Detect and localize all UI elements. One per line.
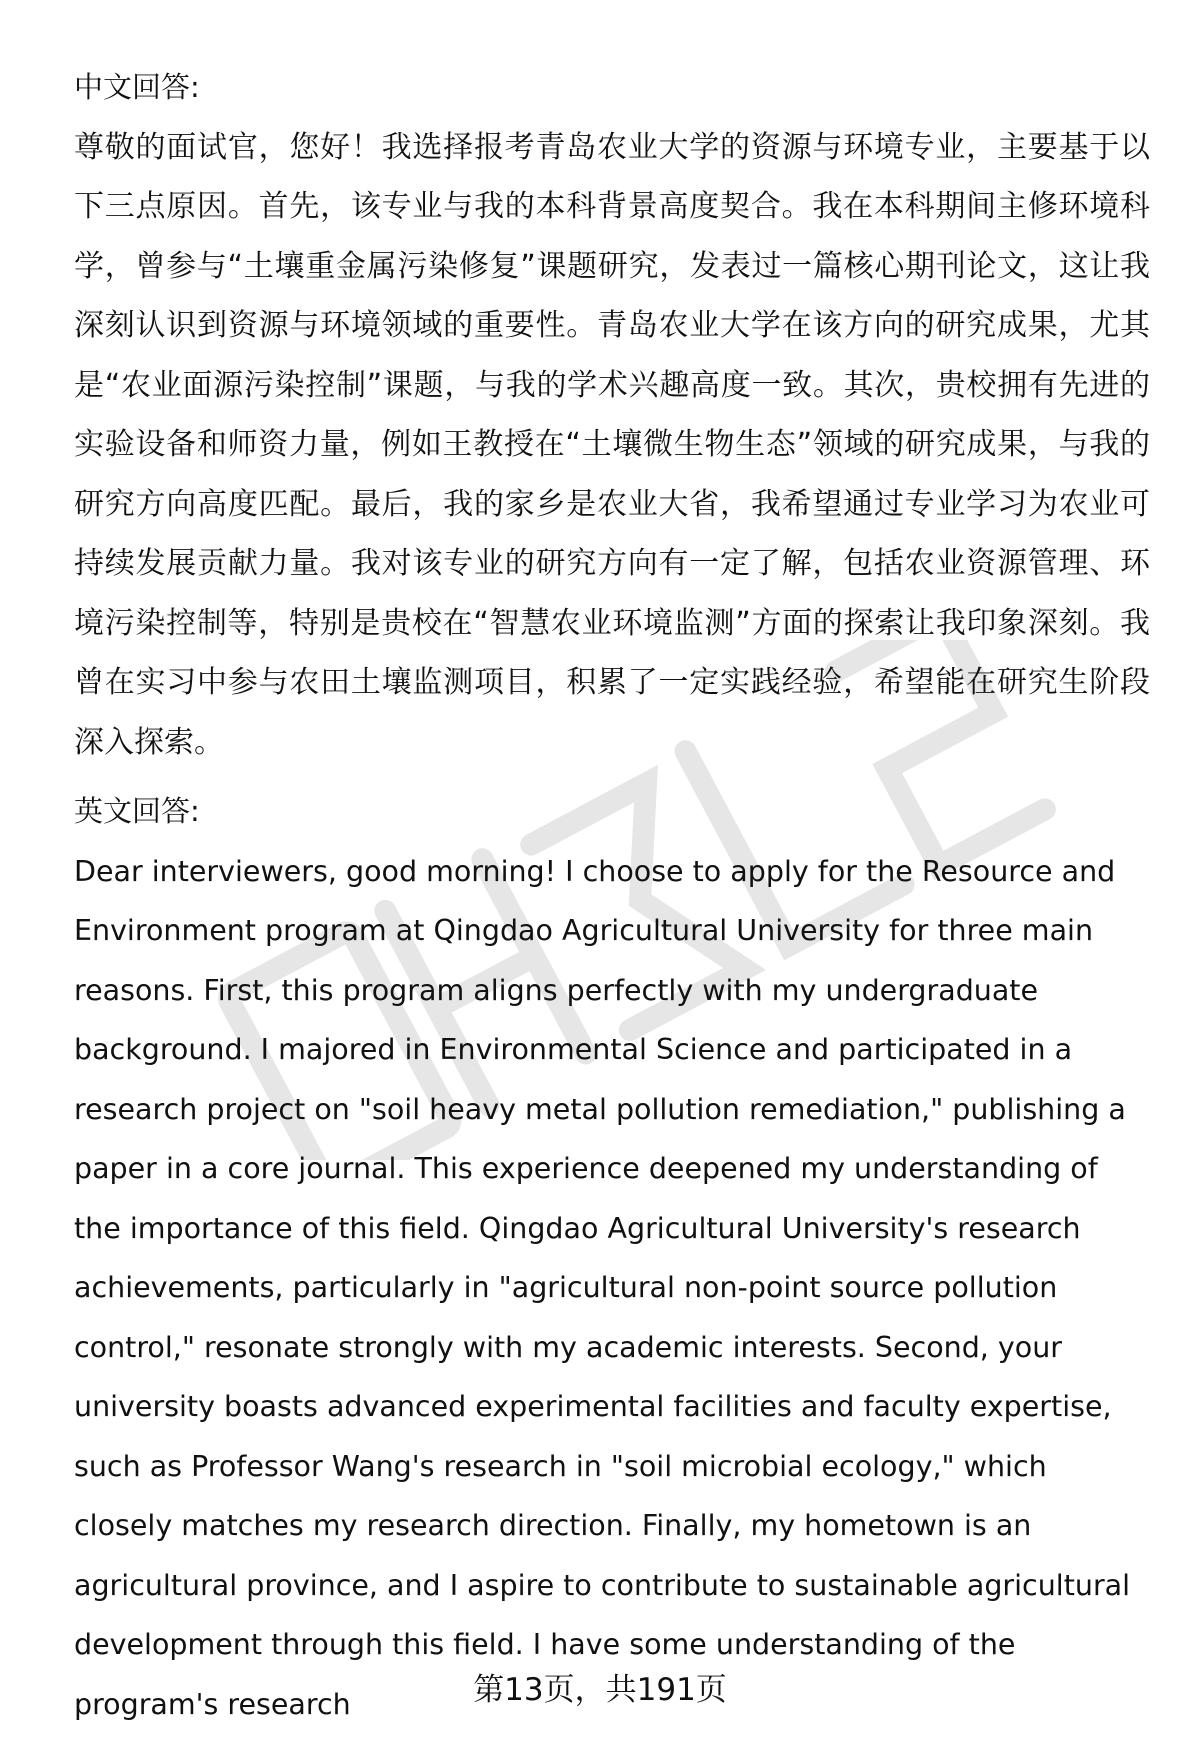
english-answer-text: Dear interviewers, good morning! I choose to apply for the Resource and Environment program at Qingdao Agricultural University for three main reasons. First, this program aligns perfectly with my undergraduate background. I majored in Environmental Science and participated in a research project on "soil heavy metal pollution remediation," publishing a paper in a core journal. This experience deepened my understanding of the importance of this field. Qingdao Agricultural University's research achievements, particularly in "agricultural non-point source pollution control," resonate strongly with my academic interests. Second, your university boasts advanced experimental facilities and faculty expertise, such as Professor Wang's research in "soil microbial ecology," which closely matches my research direction. Finally, my hometown is an agricultural province, and I aspire to contribute to sustainable agricultural development through this field. I have some understanding of the program's research: [74, 854, 1131, 1721]
section-gap: [74, 772, 1150, 782]
chinese-answer-text: 尊敬的面试官，您好！我选择报考青岛农业大学的资源与环境专业，主要基于以下三点原因。首先，该专业与我的本科背景高度契合。我在本科期间主修环境科学，曾参与“土壤重金属污染修复”课题研究，发表过一篇核心期刊论文，这让我深刻认识到资源与环境领域的重要性。青岛农业大学在该方向的研究成果，尤其是“农业面源污染控制”课题，与我的学术兴趣高度一致。其次，贵校拥有先进的实验设备和师资力量，例如王教授在“土壤微生物生态”领域的研究成果，与我的研究方向高度匹配。最后，我的家乡是农业大省，我希望通过专业学习为农业可持续发展贡献力量。我对该专业的研究方向有一定了解，包括农业资源管理、环境污染控制等，特别是贵校在“智慧农业环境监测”方面的探索让我印象深刻。我曾在实习中参与农田土壤监测项目，积累了一定实践经验，希望能在研究生阶段深入探索。: [74, 129, 1150, 760]
chinese-answer-label: 中文回答:: [74, 70, 200, 104]
page-indicator: 第13页，共191页: [473, 1672, 727, 1708]
document-page: [74, 58, 1150, 1734]
english-answer-label: 英文回答:: [74, 794, 200, 828]
